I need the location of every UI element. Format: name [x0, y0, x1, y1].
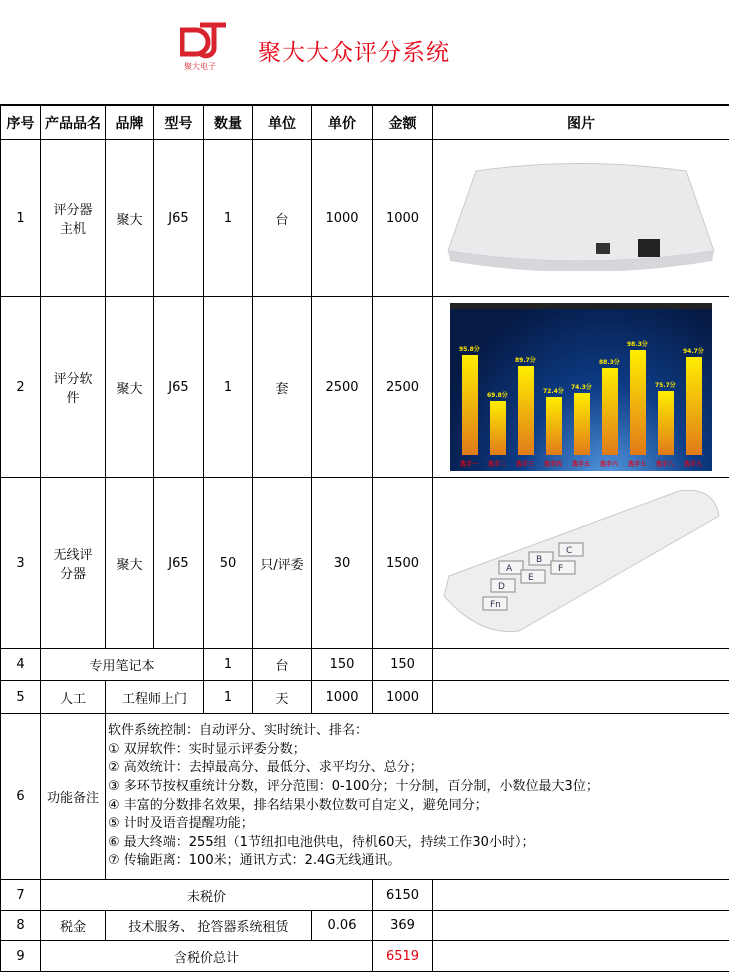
score-bar: [490, 401, 506, 455]
col-no: 序号: [1, 106, 41, 140]
cell-image: [433, 478, 729, 649]
pretax-label: 未税价: [41, 880, 373, 911]
cell-qty: 1: [204, 649, 253, 681]
cell-qty: 1: [204, 681, 253, 714]
cell-price: 30: [312, 478, 373, 649]
quotation-table: [0, 105, 729, 972]
cell-price: 2500: [312, 297, 373, 478]
cell-qty: 1: [204, 297, 253, 478]
score-bar: [574, 393, 590, 455]
contestant-label: 选手一: [460, 459, 478, 468]
tax-row: [1, 911, 729, 941]
contestant-label: 选手二: [488, 459, 506, 468]
cell-price: 1000: [312, 681, 373, 714]
contestant-label: 选手九: [684, 459, 702, 468]
score-label: 75.7分: [655, 380, 676, 389]
contestant-label: 选手五: [572, 459, 590, 468]
col-unit: 单位: [253, 106, 312, 140]
score-bar: [518, 366, 534, 455]
score-label: 69.8分: [487, 390, 508, 399]
col-amount: 金额: [373, 106, 433, 140]
cell-amount: 2500: [373, 297, 433, 478]
cell-unit: 套: [253, 297, 312, 478]
col-name: 产品品名: [41, 106, 106, 140]
keypad-key-label: E: [528, 573, 534, 583]
cell-qty: 50: [204, 478, 253, 649]
cell-no: 5: [1, 681, 41, 714]
cell-brand: 聚大: [106, 297, 154, 478]
cell-image: [433, 140, 729, 297]
cell-model: J65: [154, 478, 204, 649]
score-label: 98.3分: [627, 339, 648, 348]
keypad-device-image: [439, 486, 724, 636]
feature-line: ① 双屏软件：实时显示评委分数；: [108, 741, 729, 760]
cell-unit: 天: [253, 681, 312, 714]
feature-line: ③ 多环节按权重统计分数，评分范围：0-100分；十分制，百分制，小数位最大3位；: [108, 778, 729, 797]
tax-label: 税金: [41, 911, 106, 941]
score-label: 74.3分: [571, 382, 592, 391]
cell-no: 6: [1, 714, 41, 880]
table-row: [1, 297, 729, 478]
cell-unit: 台: [253, 140, 312, 297]
table-row: [1, 140, 729, 297]
company-logo: [180, 22, 228, 72]
table-row: [1, 681, 729, 714]
cell-qty: 1: [204, 140, 253, 297]
col-brand: 品牌: [106, 106, 154, 140]
cell-empty: [433, 911, 729, 941]
score-label: 72.4分: [543, 386, 564, 395]
features-label: 功能备注: [41, 714, 106, 880]
score-bar: [602, 368, 618, 455]
cell-desc: 工程师上门: [106, 681, 204, 714]
cell-name: 无线评分器: [41, 478, 106, 649]
cell-empty: [433, 941, 729, 972]
feature-line: ⑥ 最大终端：255组（1节纽扣电池供电，待机60天，持续工作30小时）；: [108, 834, 729, 853]
cell-name: 人工: [41, 681, 106, 714]
cell-no: 1: [1, 140, 41, 297]
tax-amount: 369: [373, 911, 433, 941]
cell-no: 7: [1, 880, 41, 911]
table-row: [1, 478, 729, 649]
cell-brand: 聚大: [106, 478, 154, 649]
cell-no: 3: [1, 478, 41, 649]
features-text: [106, 714, 729, 880]
col-model: 型号: [154, 106, 204, 140]
total-row: [1, 941, 729, 972]
col-qty: 数量: [204, 106, 253, 140]
score-bar: [462, 355, 478, 455]
features-row: [1, 714, 729, 880]
cell-name: 评分器主机: [41, 140, 106, 297]
keypad-key-label: F: [558, 564, 563, 574]
keypad-key-label: C: [566, 546, 572, 556]
cell-amount: 1000: [373, 140, 433, 297]
tax-rate: 0.06: [312, 911, 373, 941]
cell-empty: [433, 880, 729, 911]
cell-name: 专用笔记本: [41, 649, 204, 681]
cell-name: 评分软件: [41, 297, 106, 478]
header: [0, 0, 729, 105]
feature-line: ④ 丰富的分数排名效果，排名结果小数位数可自定义，避免同分；: [108, 797, 729, 816]
pretax-amount: 6150: [373, 880, 433, 911]
table-header: [1, 106, 729, 140]
contestant-label: 选手八: [656, 459, 674, 468]
total-amount: 6519: [373, 941, 433, 972]
cell-no: 2: [1, 297, 41, 478]
cell-brand: 聚大: [106, 140, 154, 297]
cell-image: [433, 297, 729, 478]
col-image: 图片: [433, 106, 729, 140]
pretax-row: [1, 880, 729, 911]
score-label: 94.7分: [683, 346, 704, 355]
feature-line: ⑦ 传输距离：100米；通讯方式：2.4G无线通讯。: [108, 852, 729, 871]
score-bar: [630, 350, 646, 455]
cell-image: [433, 681, 729, 714]
cell-amount: 1500: [373, 478, 433, 649]
contestant-label: 选手四: [544, 459, 562, 468]
score-label: 89.7分: [515, 355, 536, 364]
score-label: 88.3分: [599, 357, 620, 366]
cell-image: [433, 649, 729, 681]
table-row: [1, 649, 729, 681]
score-bar: [658, 391, 674, 455]
contestant-label: 选手七: [628, 459, 646, 468]
cell-unit: 只/评委: [253, 478, 312, 649]
keypad-key-label: A: [506, 564, 513, 574]
cell-no: 8: [1, 911, 41, 941]
cell-amount: 150: [373, 649, 433, 681]
cell-amount: 1000: [373, 681, 433, 714]
keypad-key-label: B: [536, 555, 542, 565]
software-screen-image: [450, 303, 712, 471]
host-device-image: [446, 161, 716, 271]
cell-no: 9: [1, 941, 41, 972]
cell-price: 150: [312, 649, 373, 681]
page-title: 聚大大众评分系统: [258, 34, 450, 67]
total-label: 含税价总计: [41, 941, 373, 972]
feature-line: 软件系统控制：自动评分、实时统计、排名：: [108, 722, 729, 741]
keypad-key-label: Fn: [490, 600, 501, 610]
cell-model: J65: [154, 297, 204, 478]
cell-no: 4: [1, 649, 41, 681]
keypad-key-label: D: [498, 582, 505, 592]
score-label: 95.8分: [459, 344, 480, 353]
cell-model: J65: [154, 140, 204, 297]
score-bar: [546, 397, 562, 455]
cell-unit: 台: [253, 649, 312, 681]
svg-text:聚大电子: 聚大电子: [184, 61, 216, 71]
feature-line: ⑤ 计时及语音提醒功能；: [108, 815, 729, 834]
feature-line: ② 高效统计：去掉最高分、最低分、求平均分、总分；: [108, 759, 729, 778]
cell-price: 1000: [312, 140, 373, 297]
score-bar: [686, 357, 702, 455]
col-price: 单价: [312, 106, 373, 140]
tax-desc: 技术服务、 抢答器系统租赁: [106, 911, 312, 941]
contestant-label: 选手六: [600, 459, 618, 468]
contestant-label: 选手三: [516, 459, 534, 468]
